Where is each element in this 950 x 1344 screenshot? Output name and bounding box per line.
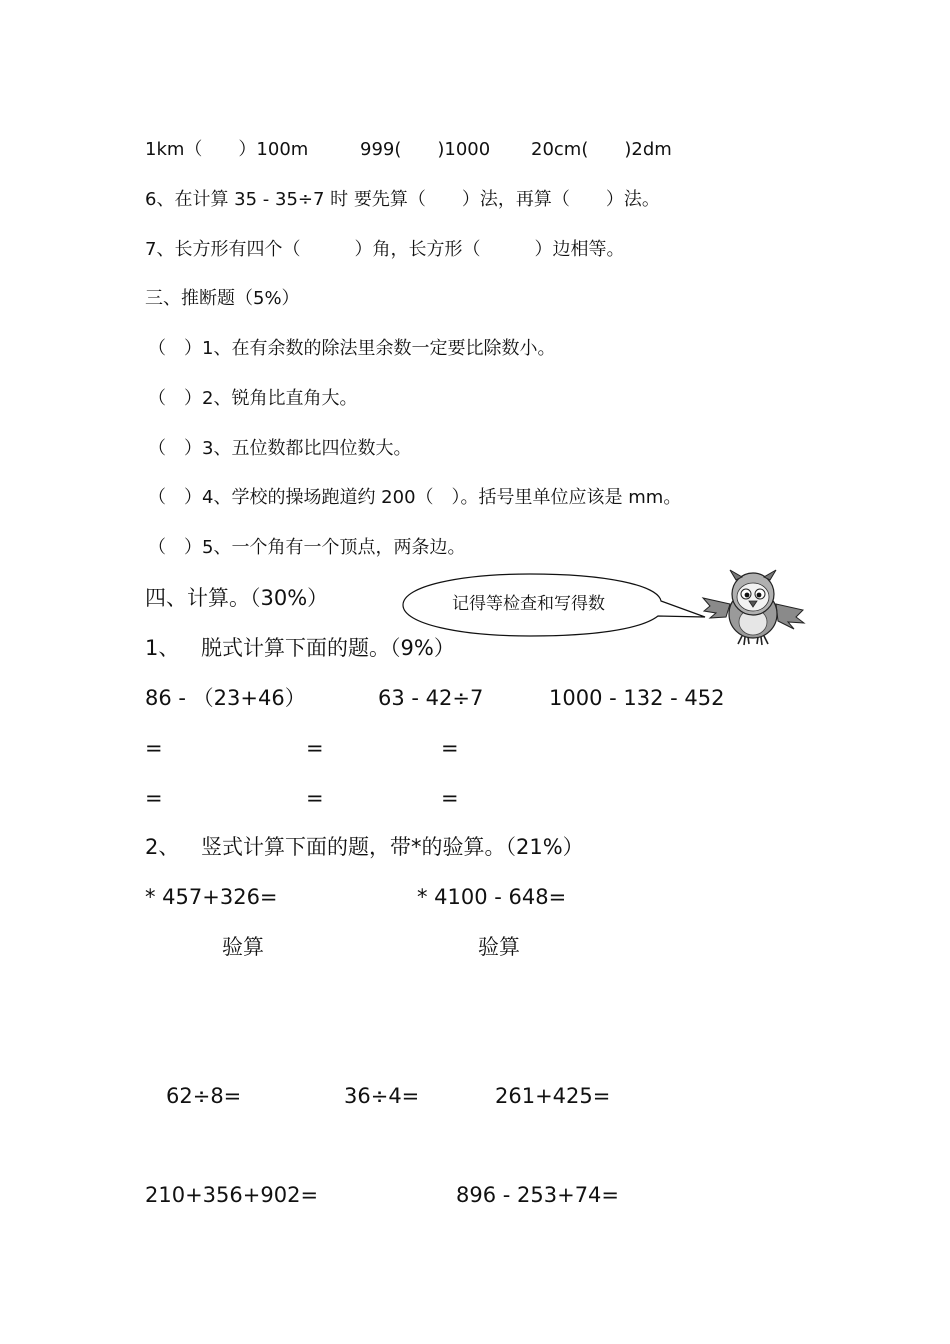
vertical-calc-1: * 457+326= xyxy=(145,885,278,909)
equals-sign: = xyxy=(145,786,163,810)
judge-item-5: （ ）5、一个角有一个顶点，两条边。 xyxy=(148,537,466,558)
equals-sign: = xyxy=(441,786,459,810)
expression-2: 63 - 42÷7 xyxy=(378,686,484,710)
owl-mascot-icon xyxy=(700,568,806,648)
section-4-title: 四、计算。（30%） xyxy=(145,586,329,610)
question-7: 7、长方形有四个（ ）角，长方形（ ）边相等。 xyxy=(145,239,625,260)
judge-item-4: （ ）4、学校的操场跑道约 200（ ）。括号里单位应该是 mm。 xyxy=(148,487,682,508)
speech-bubble-text: 记得等检查和写得数 xyxy=(452,594,605,614)
part-1-number: 1、 xyxy=(145,636,180,660)
compare-3: 20cm( )2dm xyxy=(531,139,672,160)
part-2-title: 竖式计算下面的题，带*的验算。（21%） xyxy=(201,835,584,859)
part-2-number: 2、 xyxy=(145,835,180,859)
calc-210-356-902: 210+356+902= xyxy=(145,1183,319,1207)
check-label: 验算 xyxy=(222,935,264,959)
expression-1: 86 - （23+46） xyxy=(145,686,306,710)
calc-261-plus-425: 261+425= xyxy=(495,1084,611,1108)
check-label: 验算 xyxy=(478,935,520,959)
compare-1: 1km（ ）100m xyxy=(145,139,309,160)
judge-item-1: （ ）1、在有余数的除法里余数一定要比除数小。 xyxy=(148,338,556,359)
calc-62-div-8: 62÷8= xyxy=(166,1084,242,1108)
equals-sign: = xyxy=(145,736,163,760)
question-6: 6、在计算 35 - 35÷7 时 要先算（ ）法，再算（ ）法。 xyxy=(145,189,660,210)
part-1-title: 脱式计算下面的题。（9%） xyxy=(201,636,455,660)
calc-36-div-4: 36÷4= xyxy=(344,1084,420,1108)
vertical-calc-2: * 4100 - 648= xyxy=(417,885,567,909)
calc-896-253-74: 896 - 253+74= xyxy=(456,1183,620,1207)
equals-sign: = xyxy=(306,786,324,810)
judge-item-2: （ ）2、锐角比直角大。 xyxy=(148,388,358,409)
equals-sign: = xyxy=(306,736,324,760)
equals-sign: = xyxy=(441,736,459,760)
judge-item-3: （ ）3、五位数都比四位数大。 xyxy=(148,438,412,459)
expression-3: 1000 - 132 - 452 xyxy=(549,686,725,710)
compare-2: 999( )1000 xyxy=(360,139,491,160)
section-3-title: 三、推断题（5%） xyxy=(145,288,300,309)
